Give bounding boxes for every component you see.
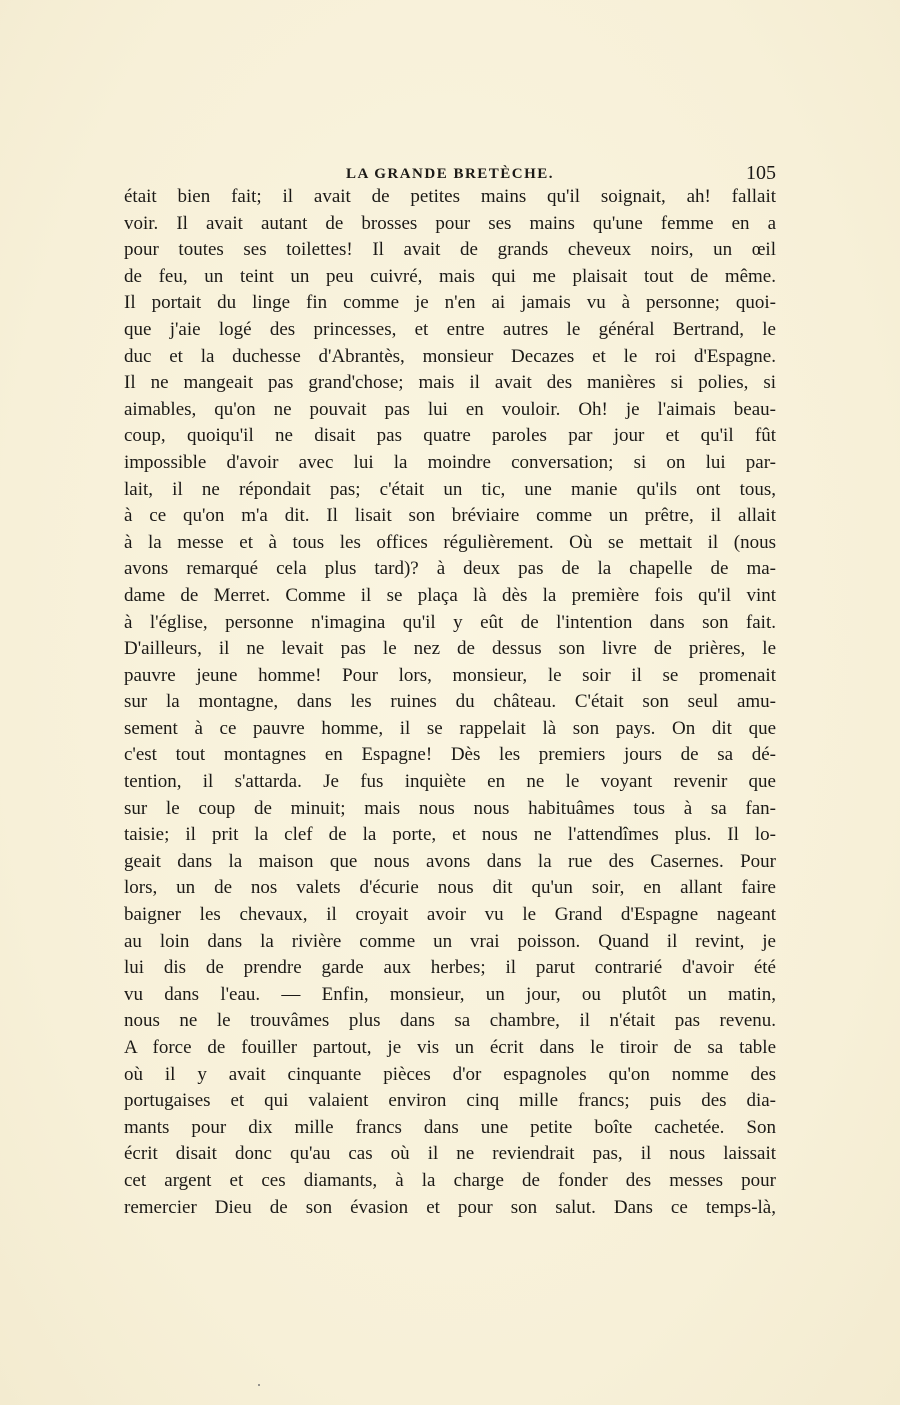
text-line: c'est tout montagnes en Espagne! Dès les premiers jours de sa dé-: [124, 744, 776, 766]
text-line: D'ailleurs, il ne levait pas le nez de dessus son livre de prières, le: [124, 638, 776, 660]
text-line: nous ne le trouvâmes plus dans sa chambre, il n'était pas revenu.: [124, 1010, 776, 1032]
text-line: pour toutes ses toilettes! Il avait de grands cheveux noirs, un œil: [124, 239, 776, 261]
text-line: dame de Merret. Comme il se plaça là dès la première fois qu'il vint: [124, 584, 776, 606]
text-line: duc et la duchesse d'Abrantès, monsieur Decazes et le roi d'Espagne.: [124, 345, 776, 367]
text-line: remercier Dieu de son évasion et pour son salut. Dans ce temps-là,: [124, 1196, 776, 1218]
text-line: à la messe et à tous les offices régulièrement. Où se mettait il (nous: [124, 531, 776, 553]
text-line: A force de fouiller partout, je vis un écrit dans le tiroir de sa table: [124, 1037, 776, 1058]
text-line: que j'aie logé des princesses, et entre autres le général Bertrand, le: [124, 318, 776, 340]
text-line: avons remarqué cela plus tard)? à deux pas de la chapelle de ma-: [124, 558, 776, 580]
text-line: coup, quoiqu'il ne disait pas quatre paroles par jour et qu'il fût: [124, 425, 776, 447]
text-line: impossible d'avoir avec lui la moindre conversation; si on lui par-: [124, 451, 776, 473]
text-line: lui dis de prendre garde aux herbes; il parut contrarié d'avoir été: [124, 957, 776, 979]
page-number: 105: [746, 162, 776, 184]
page-header: [124, 162, 776, 184]
text-line: baigner les chevaux, il croyait avoir vu le Grand d'Espagne nageant: [124, 904, 776, 926]
text-line: était bien fait; il avait de petites mains qu'il soignait, ah! fallait: [124, 186, 776, 207]
text-line: voir. Il avait autant de brosses pour ses mains qu'une femme en a: [124, 212, 776, 234]
text-line: vu dans l'eau. — Enfin, monsieur, un jour, ou plutôt un matin,: [124, 983, 776, 1005]
text-line: au loin dans la rivière comme un vrai poisson. Quand il revint, je: [124, 930, 776, 952]
paper-speck: [258, 1384, 260, 1386]
text-line: Il ne mangeait pas grand'chose; mais il avait des manières si polies, si: [124, 372, 776, 394]
text-line: à l'église, personne n'imagina qu'il y eût de l'intention dans son fait.: [124, 611, 776, 633]
text-line: sur la montagne, dans les ruines du château. C'était son seul amu-: [124, 691, 776, 713]
text-line: mants pour dix mille francs dans une petite boîte cachetée. Son: [124, 1116, 776, 1138]
text-line: portugaises et qui valaient environ cinq mille francs; puis des dia-: [124, 1090, 776, 1112]
text-line: cet argent et ces diamants, à la charge de fonder des messes pour: [124, 1169, 776, 1191]
text-line: geait dans la maison que nous avons dans la rue des Casernes. Pour: [124, 850, 776, 872]
text-line: lait, il ne répondait pas; c'était un tic, une manie qu'ils ont tous,: [124, 478, 776, 500]
text-line: où il y avait cinquante pièces d'or espagnoles qu'on nomme des: [124, 1063, 776, 1085]
running-title: LA GRANDE BRETÈCHE.: [345, 166, 555, 182]
text-line: Il portait du linge fin comme je n'en ai jamais vu à personne; quoi-: [124, 292, 776, 314]
body-text: [124, 184, 776, 1221]
text-line: sur le coup de minuit; mais nous nous habituâmes tous à sa fan-: [124, 797, 776, 819]
text-line: taisie; il prit la clef de la porte, et nous ne l'attendîmes plus. Il lo-: [124, 824, 776, 846]
text-line: écrit disait donc qu'au cas où il ne reviendrait pas, il nous laissait: [124, 1143, 776, 1165]
text-line: pauvre jeune homme! Pour lors, monsieur, le soir il se promenait: [124, 664, 776, 686]
text-line: à ce qu'on m'a dit. Il lisait son bréviaire comme un prêtre, il allait: [124, 505, 776, 527]
text-line: lors, un de nos valets d'écurie nous dit qu'un soir, en allant faire: [124, 877, 776, 899]
text-line: sement à ce pauvre homme, il se rappelait là son pays. On dit que: [124, 717, 776, 739]
text-line: de feu, un teint un peu cuivré, mais qui me plaisait tout de même.: [124, 265, 776, 287]
text-line: aimables, qu'on ne pouvait pas lui en vouloir. Oh! je l'aimais beau-: [124, 398, 776, 420]
text-line: tention, il s'attarda. Je fus inquiète en ne le voyant revenir que: [124, 771, 776, 793]
